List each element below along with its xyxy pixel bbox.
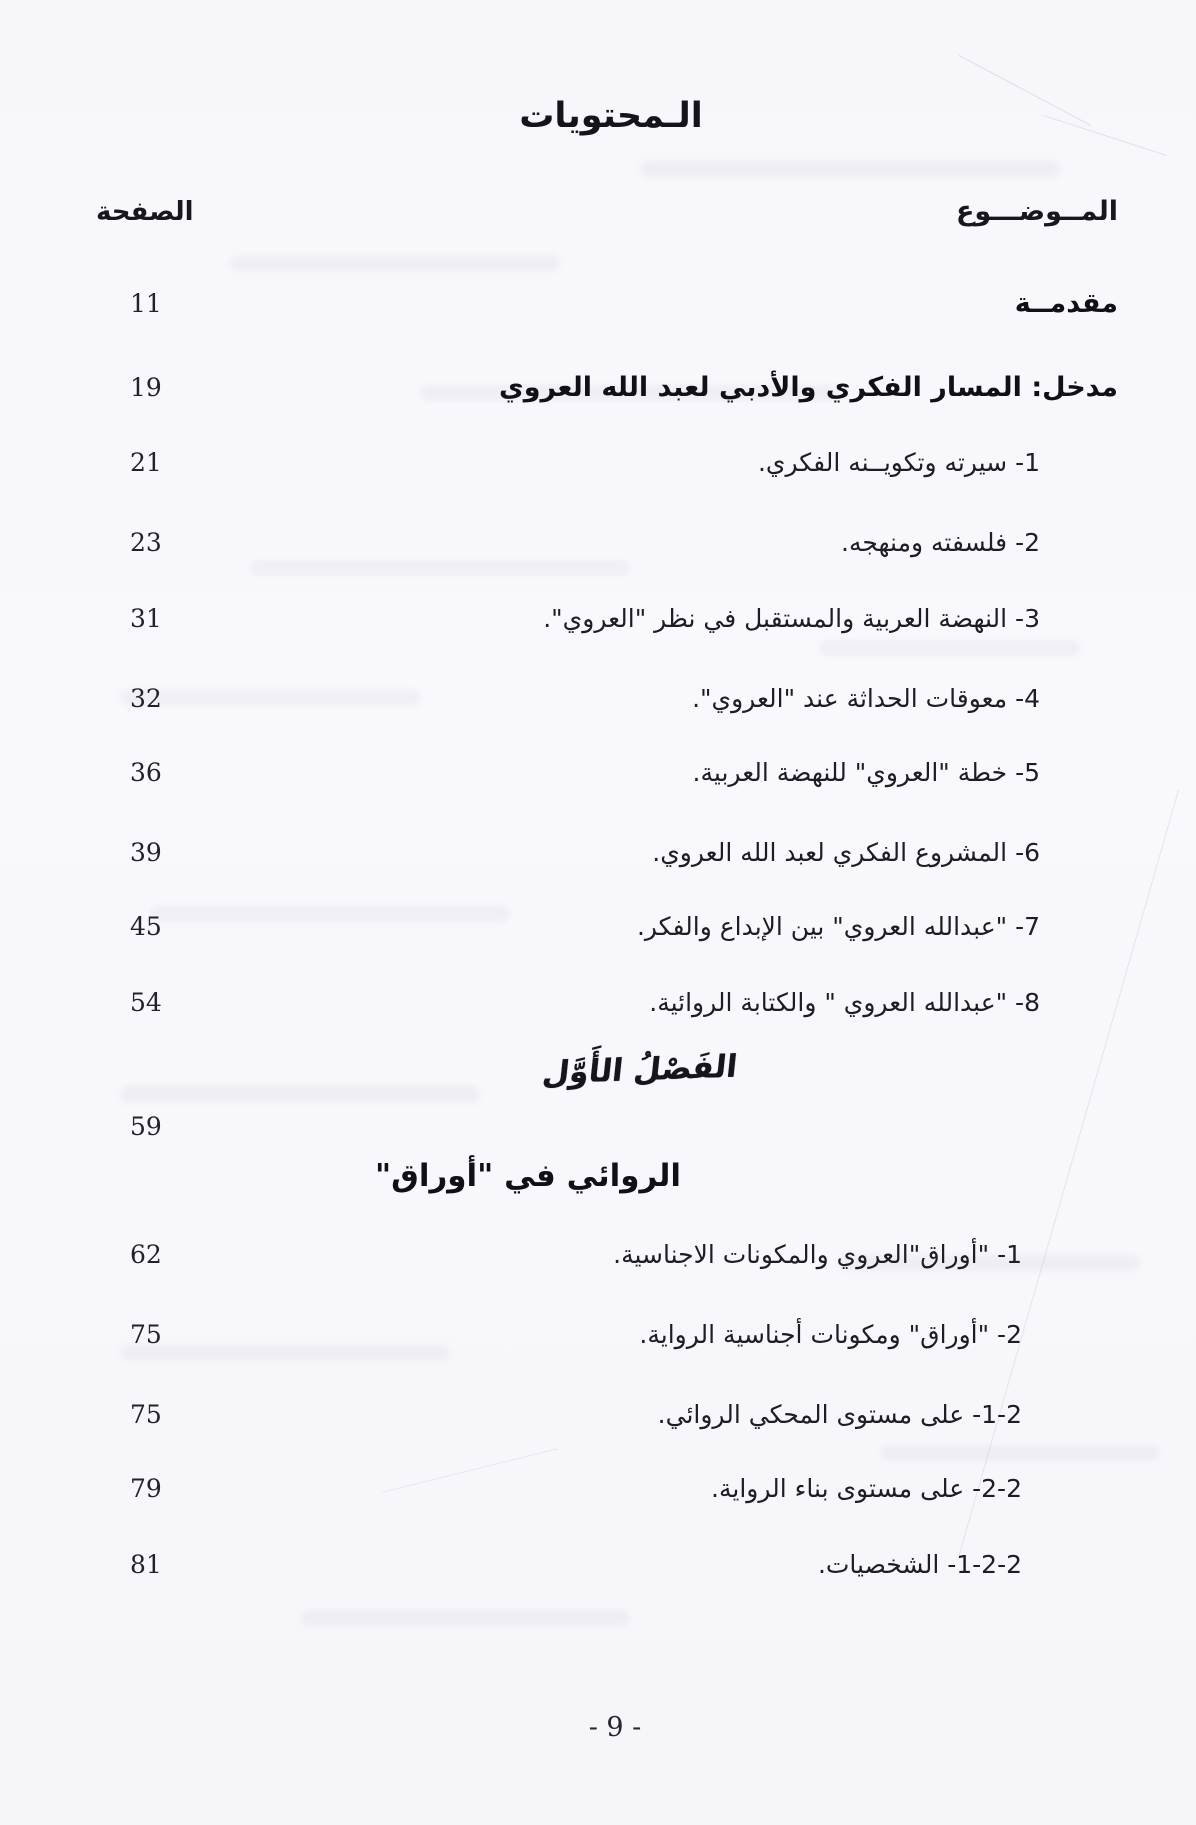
toc-row	[100, 684, 1118, 713]
toc-row	[100, 288, 1118, 319]
page-title-text: الـمحتويات	[519, 96, 703, 136]
toc-item-page-number: 11	[130, 289, 162, 318]
toc-item-page-number: 31	[130, 604, 162, 633]
toc-item-label: 5- خطة "العروي" للنهضة العربية.	[692, 758, 1040, 787]
bleed-through-artifact	[880, 1445, 1160, 1461]
toc-item-page-number: 62	[130, 1240, 162, 1269]
toc-row	[100, 372, 1118, 403]
bleed-through-artifact	[300, 1610, 630, 1626]
bleed-through-artifact	[230, 255, 560, 272]
toc-item-page-number: 23	[130, 528, 162, 557]
toc-item-page-number: 81	[130, 1550, 162, 1579]
toc-row	[100, 1320, 1118, 1349]
toc-row	[100, 448, 1118, 477]
chapter-one-ornate-text: الفَصْلُ الأَوَّل	[540, 1048, 740, 1092]
toc-item-label: 4- معوقات الحداثة عند "العروي".	[692, 684, 1040, 713]
chapter-one-page-number: 59	[130, 1112, 162, 1141]
bleed-through-artifact	[640, 160, 1060, 178]
toc-item-label: 2- فلسفته ومنهجه.	[841, 528, 1040, 557]
chapter-one-title	[0, 1158, 1196, 1194]
toc-row	[100, 988, 1118, 1017]
footer-page-number	[0, 1712, 1196, 1743]
toc-row	[100, 528, 1118, 557]
toc-item-label: 2-2- على مستوى بناء الرواية.	[711, 1474, 1022, 1503]
footer-page-number-text: - 9 -	[588, 1712, 642, 1743]
page-title	[0, 96, 1196, 136]
toc-row	[100, 838, 1118, 867]
chapter-one-title-text: الروائي في "أوراق"	[374, 1158, 682, 1194]
toc-item-label: 6- المشروع الفكري لعبد الله العروي.	[652, 838, 1040, 867]
toc-item-page-number: 45	[130, 912, 162, 941]
toc-item-label: مقدمــة	[1014, 288, 1118, 319]
toc-item-page-number: 32	[130, 684, 162, 713]
toc-item-page-number: 39	[130, 838, 162, 867]
toc-item-label: 2- "أوراق" ومكونات أجناسية الرواية.	[639, 1320, 1022, 1349]
toc-row	[100, 758, 1118, 787]
toc-item-page-number: 21	[130, 448, 162, 477]
toc-item-label: 8- "عبدالله العروي " والكتابة الروائية.	[649, 988, 1040, 1017]
toc-row	[100, 912, 1118, 941]
column-header-subject: المــوضـــوع	[955, 196, 1118, 227]
toc-item-label: 1-2- على مستوى المحكي الروائي.	[657, 1400, 1022, 1429]
toc-item-page-number: 19	[130, 373, 162, 402]
toc-item-label: 7- "عبدالله العروي" بين الإبداع والفكر.	[636, 912, 1040, 941]
chapter-one-ornate-heading	[0, 1048, 1196, 1092]
toc-row	[100, 1112, 1118, 1141]
bleed-through-artifact	[250, 560, 630, 576]
column-headers	[78, 196, 1118, 227]
toc-item-page-number: 79	[130, 1474, 162, 1503]
toc-item-page-number: 75	[130, 1400, 162, 1429]
bleed-through-artifact	[820, 640, 1080, 656]
column-header-page: الصفحة	[96, 197, 194, 227]
toc-row	[100, 604, 1118, 633]
toc-row	[100, 1400, 1118, 1429]
toc-item-label: 3- النهضة العربية والمستقبل في نظر "العروي".	[543, 604, 1040, 633]
toc-item-label: 1-2-2- الشخصيات.	[817, 1550, 1022, 1579]
toc-item-page-number: 54	[130, 988, 162, 1017]
toc-item-page-number: 75	[130, 1320, 162, 1349]
toc-row	[100, 1240, 1118, 1269]
toc-row	[100, 1474, 1118, 1503]
toc-item-page-number: 36	[130, 758, 162, 787]
toc-item-label: مدخل: المسار الفكري والأدبي لعبد الله العروي	[499, 372, 1118, 403]
toc-item-label: 1- سيرته وتكويــنه الفكري.	[757, 448, 1040, 477]
toc-item-label: 1- "أوراق"العروي والمكونات الاجناسية.	[613, 1240, 1022, 1269]
toc-row	[100, 1550, 1118, 1579]
